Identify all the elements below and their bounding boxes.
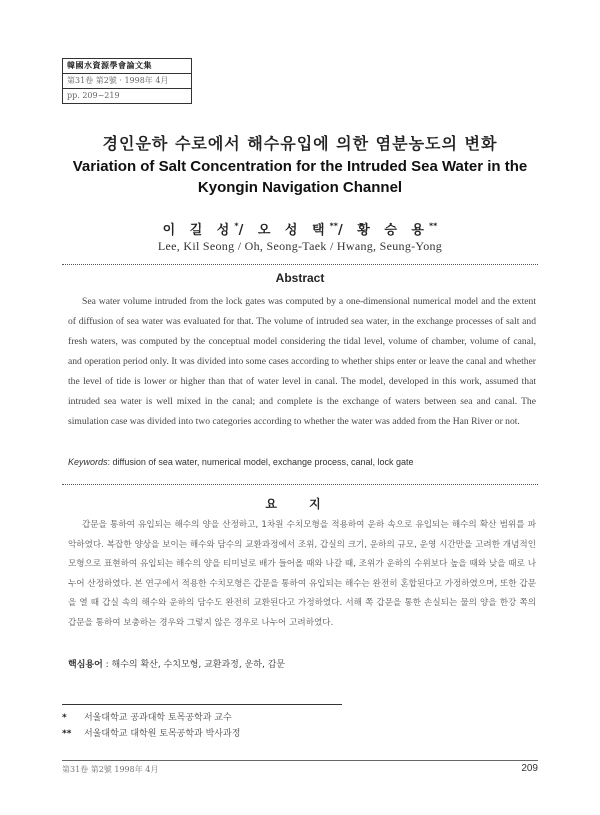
journal-info-box [62,58,192,104]
author-3-mark: ** [428,221,438,231]
abstract-heading: Abstract [275,271,325,285]
author-2-mark: ** [329,221,338,231]
footnote-2-mark: ** [62,729,72,739]
page-number: 209 [521,763,538,774]
footnote-1-text: 서울대학교 공과대학 토목공학과 교수 [84,713,232,723]
summary-body: 갑문을 통하여 유입되는 해수의 양을 산정하고, 1차원 수치모형을 적용하여 운하 속으로 유입되는 해수의 확산 범위를 파악하였다. 복잡한 양상을 보이는 해수와 담수의 교환과정에서 조위, 갑실의 크기, 운하의 규모, 운영 시간만을 고려한 개념적인 모형으로 표현하여 유입되는 해수의 양을 티미널로 배가 들어올 때와 나갈 때, 조위가 운하의 수위보다 높을 때와 낮을 때로 나누어 산정하였다. 본 연구에서 적용한 수치모형은 갑문을 통하여 유입되는 해수는 완전히 혼합된다고 가정하였으며, 또한 갑문을 열 때 갑실 속의 해수와 운하의 담수도 완전히 교환된다고 가정하였다. 서해 쪽 갑문을 통한 손실되는 물의 양을 한강 쪽의 갑문을 통하여 보충하는 경우와 그렇지 않은 경우로 나누어 고려하였다. [68,520,536,628]
footnote-2 [62,726,240,742]
authors-korean: 이 길 성*/ 오 성 택**/ 황 승 용** [162,221,438,238]
authors-english: Lee, Kil Seong / Oh, Seong-Taek / Hwang, Seung-Yong [157,239,443,253]
footnote-2-text: 서울대학교 대학원 토목공학과 박사과정 [84,729,241,739]
author-3: 황 승 용 [357,223,429,238]
divider-dotted [62,484,538,485]
journal-volume: 第31卷 第2號 · 1998年 4月 [63,74,191,89]
title-korean: 경인운하 수로에서 해수유입에 의한 염분농도의 변화 [102,134,498,153]
ko-keywords-label: 핵심용어 [68,660,103,670]
footnote-divider [62,704,342,705]
footer-divider [62,760,538,761]
divider-dotted [62,264,538,265]
journal-pages: pp. 209~219 [67,91,120,100]
keywords-list: : diffusion of sea water, numerical model, exchange process, canal, lock gate [107,457,414,467]
summary-keywords [68,657,536,670]
summary-heading: 요 지 [265,497,335,511]
footer-journal-issue: 第31卷 第2號 1998年 4月 [62,765,159,774]
journal-name: 韓國水資源學會論文集 [63,59,191,74]
keywords-label: Keywords [68,457,108,467]
author-1-mark: * [234,221,239,231]
author-2: 오 성 택 [257,223,330,238]
footnote-1-mark: * [62,713,67,723]
abstract-body: Sea water volume intruded from the lock gates was computed by a one-dimensional numerical model and the extent of diffusion of sea water was evaluated for that. The volume of intruded sea water, in the exchange processes of salt and fresh waters, was computed by the conceptual model considering the tidal level, volume of chamber, volume of canal, and operation period only. It was divided into some cases according to whether ships enter or leave the canal and whether the level of tide is lower or higher than that of water level in canal. The model, developed in this work, assumed that intruded sea water is well mixed in the canal; and complete is the exchange of waters between sea and canal. The simulation case was divided into two categories according to whether the water was added from the Han River or not. [68,296,536,427]
ko-keywords-list: : 해수의 확산, 수치모형, 교환과정, 운하, 갑문 [102,660,286,670]
footnotes [62,710,240,742]
author-1: 이 길 성 [162,223,235,238]
abstract-keywords [68,457,536,467]
title-english: Variation of Salt Concentration for the Intruded Sea Water in the Kyongin Navigation Channel [72,158,528,196]
footnote-1 [62,710,240,726]
